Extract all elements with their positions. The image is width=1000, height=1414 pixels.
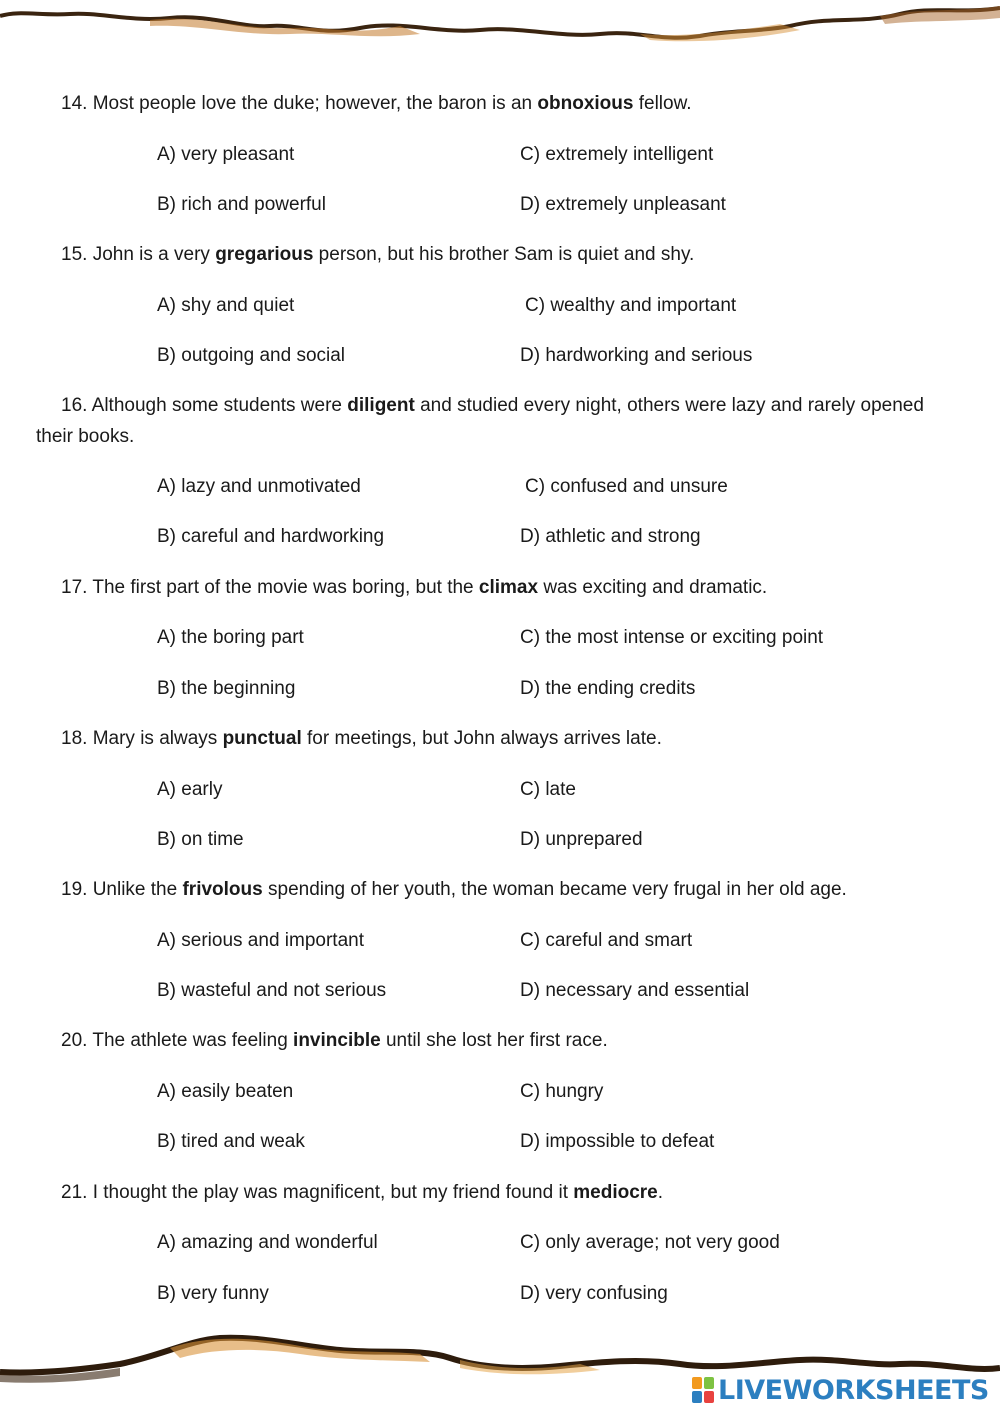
option-b[interactable]: B) on time — [157, 829, 244, 850]
option-b[interactable]: B) outgoing and social — [157, 345, 346, 366]
option-a[interactable]: A) very pleasant — [157, 144, 295, 165]
option-d[interactable]: D) impossible to defeat — [520, 1131, 715, 1152]
question-17 — [36, 572, 936, 603]
option-c[interactable]: C) hungry — [520, 1081, 604, 1102]
question-number: 15. — [61, 244, 88, 265]
question-21 — [36, 1177, 936, 1208]
burnt-top-edge — [0, 0, 1000, 60]
question-text: John is a very — [92, 244, 216, 265]
question-18 — [36, 723, 936, 754]
keyword: obnoxious — [537, 93, 634, 114]
option-b[interactable]: B) the beginning — [157, 678, 296, 699]
question-text-end: person, but his brother Sam is quiet and shy. — [313, 244, 695, 265]
option-a[interactable]: A) shy and quiet — [157, 295, 295, 316]
keyword: diligent — [347, 395, 415, 416]
keyword: mediocre — [573, 1182, 658, 1203]
option-a[interactable]: A) amazing and wonderful — [157, 1232, 378, 1253]
question-text: Mary is always — [92, 728, 223, 749]
option-b[interactable]: B) very funny — [157, 1283, 269, 1304]
question-text: The first part of the movie was boring, but the — [92, 577, 479, 598]
question-16 — [36, 390, 936, 452]
question-text: Unlike the — [92, 879, 183, 900]
option-c[interactable]: C) only average; not very good — [520, 1232, 780, 1253]
question-20 — [36, 1025, 936, 1056]
option-c[interactable]: C) wealthy and important — [525, 295, 737, 316]
question-number: 16. — [61, 395, 88, 416]
logo-square — [692, 1391, 702, 1403]
option-a[interactable]: A) early — [157, 779, 223, 800]
option-b[interactable]: B) tired and weak — [157, 1131, 305, 1152]
question-14 — [36, 88, 936, 119]
option-c[interactable]: C) careful and smart — [520, 930, 693, 951]
option-b[interactable]: B) careful and hardworking — [157, 526, 385, 547]
option-d[interactable]: D) unprepared — [520, 829, 643, 850]
keyword: invincible — [293, 1030, 381, 1051]
option-c[interactable]: C) the most intense or exciting point — [520, 627, 824, 648]
option-c[interactable]: C) extremely intelligent — [520, 144, 714, 165]
option-d[interactable]: D) extremely unpleasant — [520, 194, 726, 215]
option-a[interactable]: A) serious and important — [157, 930, 364, 951]
logo-text: LIVEWORKSHEETS — [718, 1374, 989, 1406]
question-19 — [36, 874, 936, 905]
question-number: 17. — [61, 577, 88, 598]
option-d[interactable]: D) athletic and strong — [520, 526, 701, 547]
question-number: 19. — [61, 879, 88, 900]
question-text-end: for meetings, but John always arrives late. — [301, 728, 662, 749]
option-d[interactable]: D) very confusing — [520, 1283, 668, 1304]
keyword: climax — [478, 577, 539, 598]
question-text-end: until she lost her first race. — [380, 1030, 608, 1051]
option-c[interactable]: C) late — [520, 779, 576, 800]
question-text: The athlete was feeling — [92, 1030, 294, 1051]
option-b[interactable]: B) rich and powerful — [157, 194, 326, 215]
option-a[interactable]: A) the boring part — [157, 627, 304, 648]
question-number: 21. — [61, 1182, 88, 1203]
logo-square — [692, 1377, 702, 1389]
keyword: punctual — [222, 728, 302, 749]
logo-square — [704, 1377, 714, 1389]
option-d[interactable]: D) hardworking and serious — [520, 345, 753, 366]
option-c[interactable]: C) confused and unsure — [525, 476, 728, 497]
option-d[interactable]: D) the ending credits — [520, 678, 696, 699]
question-15 — [36, 239, 936, 270]
question-number: 20. — [61, 1030, 88, 1051]
option-b[interactable]: B) wasteful and not serious — [157, 980, 387, 1001]
liveworksheets-icon — [692, 1377, 714, 1403]
liveworksheets-logo[interactable] — [692, 1374, 989, 1406]
question-number: 14. — [61, 93, 88, 114]
question-text-end: was exciting and dramatic. — [538, 577, 768, 598]
question-text: I thought the play was magnificent, but my friend found it — [92, 1182, 574, 1203]
question-text-end: spending of her youth, the woman became very frugal in her old age. — [262, 879, 847, 900]
option-d[interactable]: D) necessary and essential — [520, 980, 750, 1001]
logo-square — [704, 1391, 714, 1403]
question-text: Although some students were — [91, 395, 348, 416]
question-text-end: fellow. — [633, 93, 692, 114]
option-a[interactable]: A) easily beaten — [157, 1081, 294, 1102]
question-number: 18. — [61, 728, 88, 749]
keyword: gregarious — [215, 244, 314, 265]
option-a[interactable]: A) lazy and unmotivated — [157, 476, 361, 497]
question-text-end: . — [657, 1182, 664, 1203]
question-text-end: and studied every night, others were lazy and rarely opened their books. — [36, 395, 924, 447]
question-text: Most people love the duke; however, the baron is an — [92, 93, 538, 114]
keyword: frivolous — [182, 879, 263, 900]
